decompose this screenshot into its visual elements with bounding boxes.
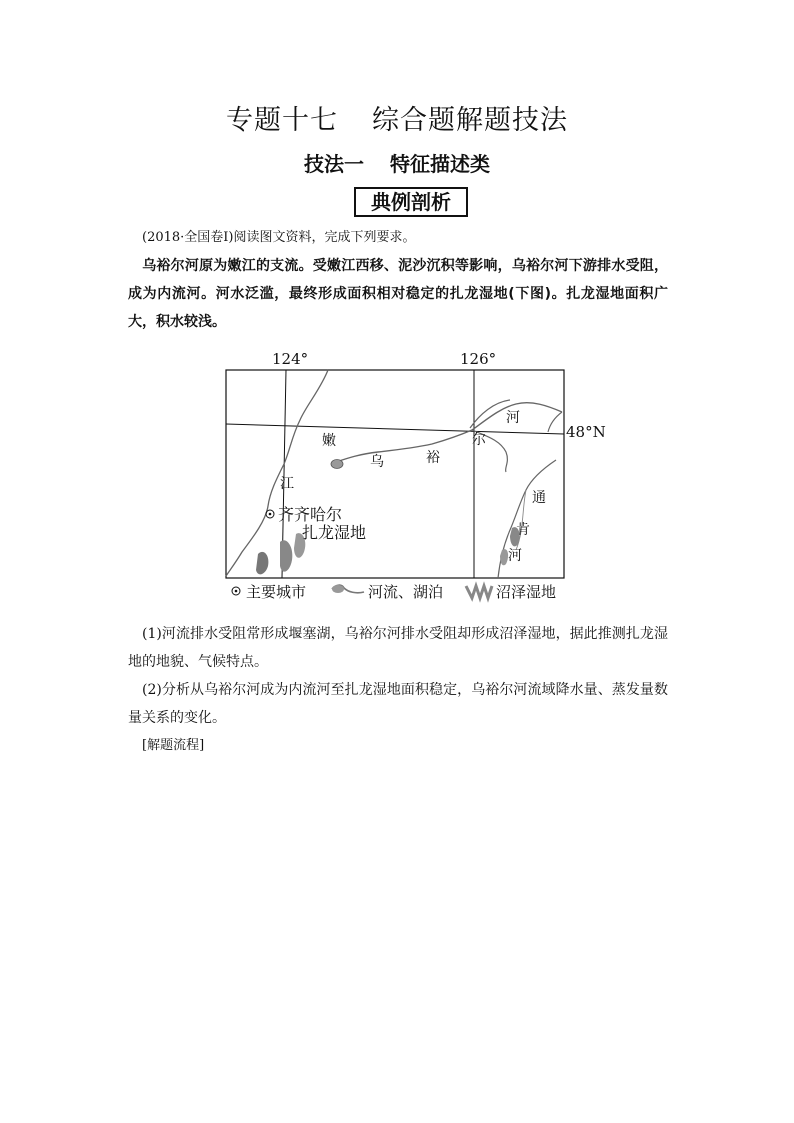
upper-branch (548, 412, 562, 432)
river-label-wu: 乌 (370, 454, 384, 470)
marsh-patch (280, 540, 292, 571)
subtitle-part-method: 技法一 (304, 152, 364, 176)
marsh-patch (256, 552, 268, 574)
legend-marsh-icon (466, 586, 492, 598)
river-label-nen: 嫩 (322, 433, 336, 449)
solution-flow-label (128, 732, 668, 760)
city-marker-dot (269, 513, 272, 516)
river-label-jiang: 江 (280, 476, 294, 492)
river-label-yu: 裕 (426, 450, 440, 466)
legend-lake-icon (332, 585, 344, 593)
solution-flow-text: [解题流程] (142, 738, 205, 753)
river-label-tong: 通 (532, 490, 546, 506)
river-label-er: 尔 (472, 432, 486, 448)
boxed-heading: 典例剖析 (354, 187, 468, 217)
lake (331, 460, 343, 469)
title-part-topic: 专题十七 (226, 105, 338, 136)
section-subtitle (0, 148, 794, 177)
marsh-patch (500, 549, 508, 565)
river-label-ken: 肯 (516, 522, 530, 538)
question-1-text: (1)河流排水受阻常形成堰塞湖，乌裕尔河排水受阻却形成沼泽湿地，据此推测扎龙湿地的地貌、气候特点。 (128, 626, 668, 670)
map-svg (210, 340, 610, 610)
wuyuer-tributary (470, 400, 510, 428)
river-label-he2: 河 (508, 548, 522, 564)
question-source-text: (2018·全国卷Ⅰ)阅读图文资料，完成下列要求。 (142, 230, 416, 245)
legend-city-dot (235, 590, 238, 593)
lon-label-126: 126° (460, 350, 497, 368)
nen-river (226, 370, 328, 576)
legend-marsh-label: 沼泽湿地 (496, 583, 557, 601)
city-label: 齐齐哈尔 (278, 505, 343, 524)
lat-label-48n: 48°N (566, 423, 606, 441)
question-2 (128, 676, 668, 732)
wetland-label: 扎龙湿地 (302, 523, 367, 542)
title-part-theme: 综合题解题技法 (372, 105, 568, 136)
question-1 (128, 620, 668, 676)
legend-river-label: 河流、湖泊 (368, 583, 444, 601)
map-frame (226, 370, 564, 578)
question-2-text: (2)分析从乌裕尔河成为内流河至扎龙湿地面积稳定，乌裕尔河流域降水量、蒸发量数量关系的变化。 (128, 682, 668, 726)
river-label-he: 河 (506, 410, 520, 426)
question-source (128, 224, 668, 252)
legend-city-label: 主要城市 (246, 583, 307, 601)
lon-label-124: 124° (272, 350, 309, 368)
intro-text: 乌裕尔河原为嫩江的支流。受嫩江西移、泥沙沉积等影响，乌裕尔河下游排水受阻，成为内流河。河水泛滥，最终形成面积相对稳定的扎龙湿地(下图)。扎龙湿地面积广大，积水较浅。 (128, 258, 668, 330)
map-figure (210, 340, 610, 610)
intro-paragraph (128, 252, 668, 336)
subtitle-part-type: 特征描述类 (390, 152, 490, 176)
page-title (0, 98, 794, 137)
